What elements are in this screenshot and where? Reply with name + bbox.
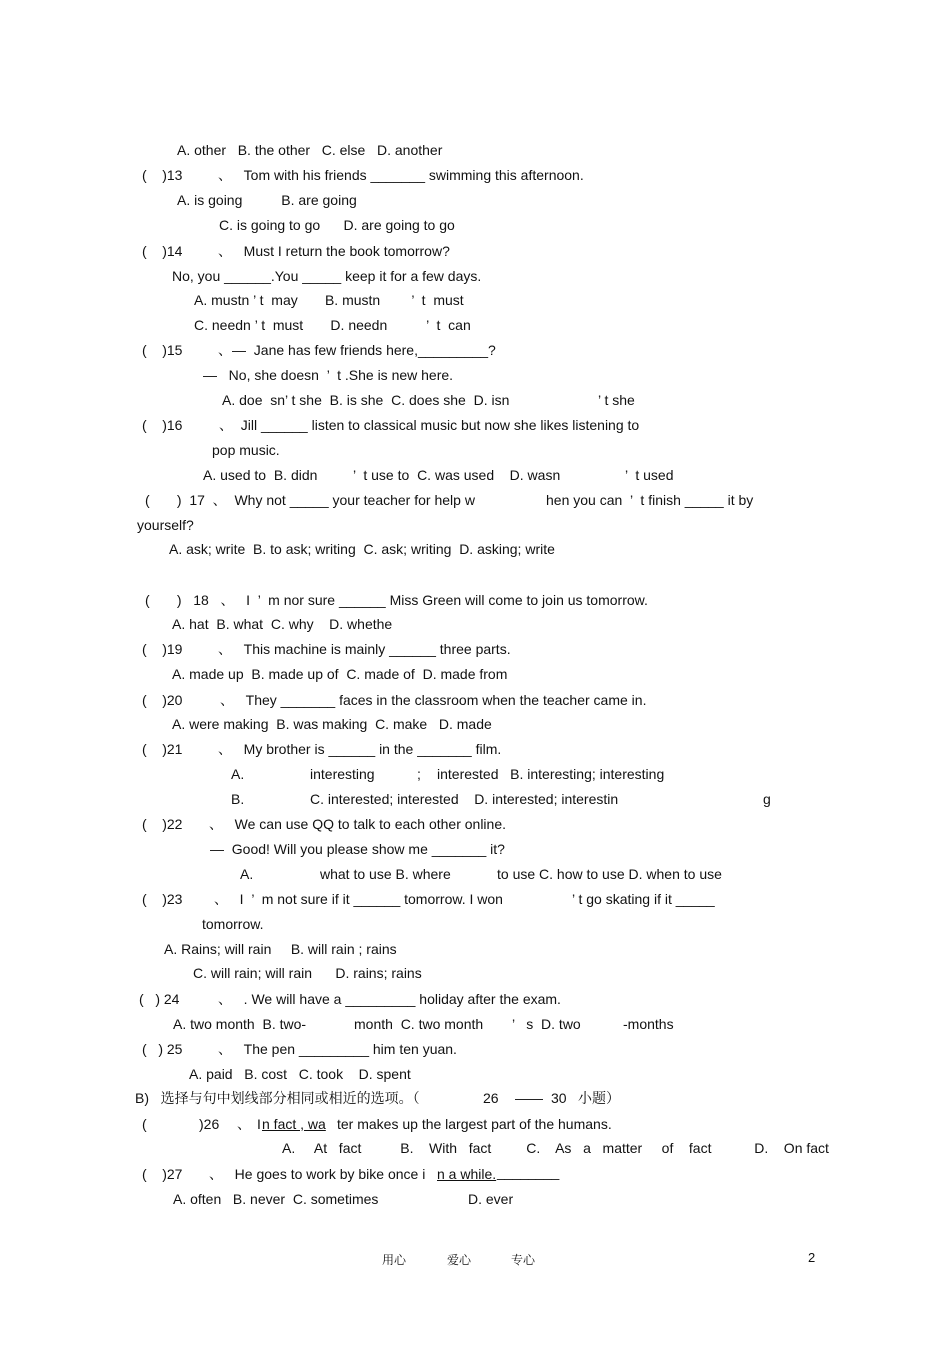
- q15-options: A. doe sn’ t she B. is she C. does she D. isn: [222, 392, 510, 408]
- q22-reply: — Good! Will you please show me _______ it?: [210, 841, 505, 857]
- q27-options-1: A. often B. never C. sometimes: [173, 1191, 379, 1207]
- q13-stem: 、 Tom with his friends _______ swimming this afternoon.: [218, 167, 584, 183]
- q24-options-4: -months: [623, 1016, 674, 1032]
- q12-options: A. other B. the other C. else D. another: [177, 142, 443, 158]
- q25-stem: 、 The pen _________ him ten yuan.: [218, 1041, 457, 1057]
- section-b-dash: ——: [515, 1090, 543, 1106]
- q24-stem: 、 . We will have a _________ holiday after the exam.: [218, 991, 561, 1007]
- section-b-suffix: 小题）: [578, 1090, 620, 1106]
- q21-option-a-sep: ;: [417, 766, 421, 782]
- section-b-range-start: 26: [483, 1090, 499, 1106]
- q23-stem: 、 I ’ m not sure if it ______ tomorrow. I won: [214, 891, 503, 907]
- q27-stem: 、 He goes to work by bike once i: [209, 1166, 426, 1182]
- q18-options: A. hat B. what C. why D. whethe: [172, 616, 393, 632]
- q21-option-a-rest: interested B. interesting; interesting: [437, 766, 665, 782]
- q24-options-3: ’ s D. two: [512, 1016, 581, 1032]
- section-b-heading: B) 选择与句中划线部分相同或相近的选项。（: [135, 1090, 420, 1106]
- q21-number: ( )21: [142, 741, 183, 757]
- q27-underlined-phrase: n a while.: [437, 1166, 497, 1182]
- q27-number: ( )27: [142, 1166, 183, 1182]
- q16-stem-cont: pop music.: [212, 442, 280, 458]
- footer-label-2: 爱心: [447, 1253, 472, 1267]
- q24-options-2: month C. two month: [354, 1016, 484, 1032]
- q21-option-c-d: C. interested; interested D. interested; interestin: [310, 791, 619, 807]
- q17-stem-cont: hen you can ’ t finish _____ it by: [546, 492, 754, 508]
- q17-stem: ( ) 17 、 Why not _____ your teacher for help w: [145, 492, 475, 508]
- q23-options-2: C. will rain; will rain D. rains; rains: [193, 965, 422, 981]
- page-number: 2: [808, 1250, 816, 1265]
- q13-number: ( )13: [142, 167, 183, 183]
- q14-options-1: A. mustn ’ t may B. mustn ’ t must: [194, 292, 464, 308]
- q16-options-d: ’ t used: [625, 467, 674, 483]
- q22-stem: 、 We can use QQ to talk to each other online.: [209, 816, 507, 832]
- q19-stem: 、 This machine is mainly ______ three parts.: [218, 641, 511, 657]
- q26-stem-rest: ter makes up the largest part of the humans.: [337, 1116, 612, 1132]
- q18-stem: ( ) 18 、 I ’ m nor sure ______ Miss Green will come to join us tomorrow.: [145, 592, 648, 608]
- q21-stem: 、 My brother is ______ in the _______ film.: [218, 741, 502, 757]
- q16-stem: 、 Jill ______ listen to classical music but now she likes listening to: [219, 417, 640, 433]
- q19-number: ( )19: [142, 641, 183, 657]
- q23-options-1: A. Rains; will rain B. will rain ; rains: [164, 941, 397, 957]
- q14-reply: No, you ______.You _____ keep it for a few days.: [172, 268, 482, 284]
- q25-number: ( ) 25: [142, 1041, 183, 1057]
- q13-options-1: A. is going B. are going: [177, 192, 357, 208]
- q16-options-b: ’ t use to C. was used D. wasn: [353, 467, 561, 483]
- q26-stem-start: I: [257, 1116, 261, 1132]
- q21-option-d-end: g: [763, 791, 771, 807]
- q15-reply: — No, she doesn ’ t .She is new here.: [203, 367, 454, 383]
- q14-stem: 、 Must I return the book tomorrow?: [218, 243, 450, 259]
- q26-mark: 、: [237, 1116, 251, 1132]
- q15-stem: 、— Jane has few friends here,_________?: [218, 342, 496, 358]
- q16-options-a: A. used to B. didn: [203, 467, 318, 483]
- q21-option-a-letter: A.: [231, 766, 245, 782]
- q20-stem: 、 They _______ faces in the classroom when the teacher came in.: [220, 692, 647, 708]
- q13-options-2: C. is going to go D. are going to go: [219, 217, 455, 233]
- q24-number: ( ) 24: [139, 991, 180, 1007]
- q21-option-a-word: interesting: [310, 766, 375, 782]
- q26-underlined-phrase: n fact , wa: [262, 1116, 326, 1132]
- q27-blank-line: ________: [497, 1164, 560, 1180]
- q24-options-1: A. two month B. two-: [173, 1016, 307, 1032]
- q14-options-2: C. needn ’ t must D. needn ’ t can: [194, 317, 471, 333]
- q26-number: )26: [199, 1116, 220, 1132]
- q26-options: A. At fact B. With fact C. As a matter of fact D. On fact: [282, 1140, 829, 1156]
- footer-label-3: 专心: [511, 1253, 536, 1267]
- q23-stem-end: tomorrow.: [202, 916, 264, 932]
- q23-number: ( )23: [142, 891, 183, 907]
- q21-option-b-letter: B.: [231, 791, 245, 807]
- q22-option-a-letter: A.: [240, 866, 254, 882]
- footer-label-1: 用心: [382, 1253, 407, 1267]
- q15-number: ( )15: [142, 342, 183, 358]
- q26-bracket: (: [142, 1116, 147, 1132]
- q17-options: A. ask; write B. to ask; writing C. ask; writing D. asking; write: [169, 541, 555, 557]
- q20-options: A. were making B. was making C. make D. made: [172, 716, 492, 732]
- q22-options-2: to use C. how to use D. when to use: [497, 866, 722, 882]
- section-b-range-end: 30: [551, 1090, 567, 1106]
- q22-number: ( )22: [142, 816, 183, 832]
- q22-options-1: what to use B. where: [320, 866, 451, 882]
- q19-options: A. made up B. made up of C. made of D. made from: [172, 666, 508, 682]
- q20-number: ( )20: [142, 692, 183, 708]
- q15-options-end: ’ t she: [598, 392, 635, 408]
- q14-number: ( )14: [142, 243, 183, 259]
- q27-options-2: D. ever: [468, 1191, 514, 1207]
- q17-stem-end: yourself?: [137, 517, 194, 533]
- q23-stem-cont: ’ t go skating if it _____: [572, 891, 715, 907]
- q16-number: ( )16: [142, 417, 183, 433]
- q25-options: A. paid B. cost C. took D. spent: [189, 1066, 411, 1082]
